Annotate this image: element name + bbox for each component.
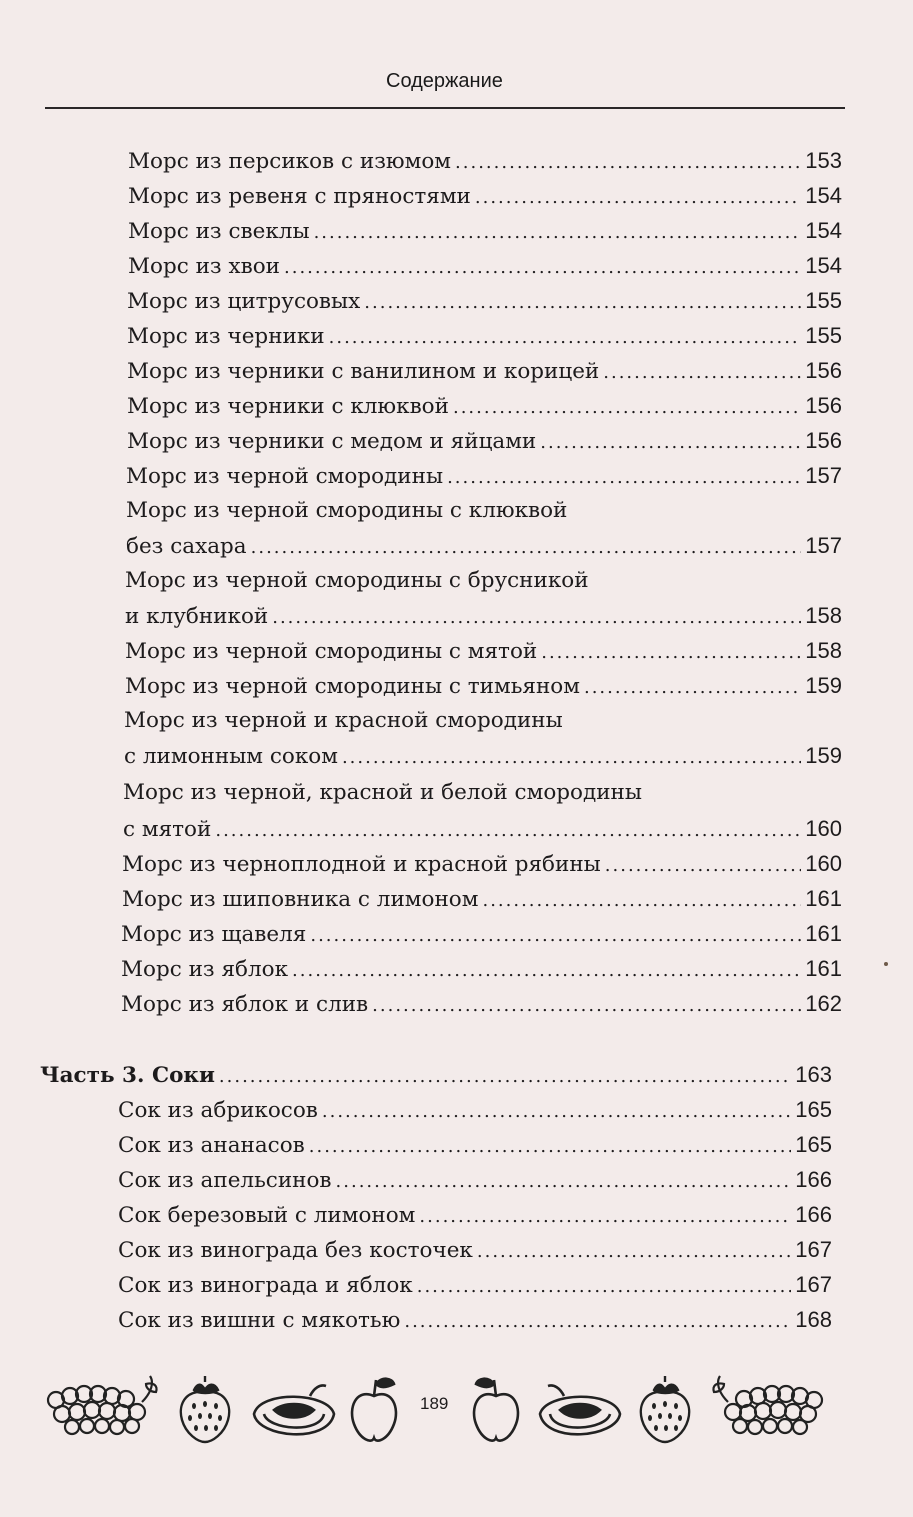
toc-entry-page: 167	[795, 1272, 832, 1297]
toc-entry-page: 159	[805, 743, 842, 768]
dot-leader	[447, 465, 801, 491]
toc-entry-page: 154	[805, 253, 842, 278]
toc-entry-title: Сок из винограда и яблок	[118, 1273, 413, 1298]
toc-entry-title: Морс из черники с клюквой	[127, 394, 449, 419]
toc-entry-page: 156	[805, 393, 842, 418]
toc-entry-title-line1[interactable]	[124, 708, 563, 734]
toc-entry[interactable]	[123, 816, 842, 844]
dot-leader	[336, 1169, 792, 1195]
dot-leader	[453, 395, 801, 421]
paper-speck	[884, 962, 888, 966]
toc-entry-title-line1[interactable]	[123, 780, 642, 806]
dot-leader	[482, 888, 801, 914]
dot-leader	[584, 675, 801, 701]
dot-leader	[342, 745, 801, 771]
dot-leader	[292, 958, 801, 984]
toc-entry-page: 157	[805, 533, 842, 558]
toc-entry-title: Морс из черной смородины с тимьяном	[125, 674, 580, 699]
toc-entry-title: Морс из щавеля	[121, 922, 307, 947]
toc-entry-title-cont: без сахара	[126, 534, 247, 559]
toc-entry-page: 154	[805, 183, 842, 208]
toc-entry[interactable]	[121, 956, 842, 984]
toc-part-heading[interactable]	[40, 1062, 832, 1090]
apple-icon	[468, 1374, 524, 1446]
toc-entry[interactable]	[122, 851, 842, 879]
toc-entry-title: Морс из черноплодной и красной рябины	[122, 852, 601, 877]
toc-entry-title-cont: с лимонным соком	[124, 744, 338, 769]
toc-entry[interactable]	[122, 886, 842, 914]
toc-entry-page: 168	[795, 1307, 832, 1332]
toc-entry-page: 166	[795, 1167, 832, 1192]
dot-leader	[322, 1099, 791, 1125]
melon-slice-icon	[248, 1380, 340, 1446]
toc-entry-title: Сок из винограда без косточек	[118, 1238, 473, 1263]
dot-leader	[272, 605, 801, 631]
toc-entry-page: 155	[805, 288, 842, 313]
dot-leader	[284, 255, 801, 281]
toc-entry[interactable]	[128, 253, 842, 281]
toc-entry-page: 165	[795, 1132, 832, 1157]
toc-entry-title-line1[interactable]	[125, 568, 589, 594]
toc-entry[interactable]	[124, 743, 842, 771]
toc-entry-title: Сок из апельсинов	[118, 1168, 332, 1193]
dot-leader	[215, 818, 801, 844]
toc-entry-page: 167	[795, 1237, 832, 1262]
toc-entry[interactable]	[118, 1167, 832, 1195]
running-head: Содержание	[386, 70, 503, 92]
toc-entry[interactable]	[121, 921, 842, 949]
toc-entry[interactable]	[127, 393, 842, 421]
toc-entry-title: Морс из черной, красной и белой смородины	[123, 780, 642, 805]
dot-leader	[372, 993, 801, 1019]
dot-leader	[219, 1064, 791, 1090]
toc-entry[interactable]	[126, 533, 842, 561]
toc-entry[interactable]	[127, 358, 842, 386]
toc-entry-page: 153	[805, 148, 842, 173]
toc-entry-title: Морс из шиповника с лимоном	[122, 887, 479, 912]
toc-entry-title-line1[interactable]	[126, 498, 567, 524]
toc-entry[interactable]	[127, 428, 842, 456]
toc-entry-title: Морс из черники с медом и яйцами	[127, 429, 537, 454]
toc-entry-title: Морс из цитрусовых	[127, 289, 361, 314]
toc-entry-page: 156	[805, 358, 842, 383]
grapes-icon	[708, 1372, 832, 1442]
toc-entry-page: 158	[805, 638, 842, 663]
toc-entry-title: Морс из черной смородины	[126, 464, 444, 489]
toc-entry-page: 162	[805, 991, 842, 1016]
toc-entry-title: Морс из яблок	[121, 957, 289, 982]
dot-leader	[540, 430, 801, 456]
toc-entry-title: Морс из черной смородины с мятой	[125, 639, 538, 664]
toc-entry[interactable]	[118, 1132, 832, 1160]
toc-entry-title: Морс из черники	[127, 324, 325, 349]
toc-entry[interactable]	[118, 1202, 832, 1230]
toc-entry-title: Сок из ананасов	[118, 1133, 305, 1158]
toc-entry[interactable]	[125, 638, 842, 666]
toc-entry[interactable]	[125, 603, 842, 631]
dot-leader	[541, 640, 801, 666]
toc-entry[interactable]	[125, 673, 842, 701]
strawberry-icon	[632, 1376, 698, 1446]
toc-entry-page: 160	[805, 851, 842, 876]
dot-leader	[603, 360, 801, 386]
toc-entry-title: Морс из черники с ванилином и корицей	[127, 359, 600, 384]
toc-entry-page: 158	[805, 603, 842, 628]
toc-entry[interactable]	[118, 1307, 832, 1335]
toc-entry-page: 161	[805, 886, 842, 911]
toc-entry-title: Сок из вишни с мякотью	[118, 1308, 401, 1333]
toc-entry[interactable]	[126, 463, 842, 491]
toc-entry-title: Морс из черной смородины с клюквой	[126, 498, 568, 523]
dot-leader	[477, 1239, 791, 1265]
toc-entry[interactable]	[121, 991, 842, 1019]
grapes-icon	[42, 1372, 162, 1442]
toc-entry[interactable]	[118, 1097, 832, 1125]
dot-leader	[329, 325, 802, 351]
melon-slice-icon	[534, 1380, 626, 1446]
dot-leader	[309, 1134, 792, 1160]
toc-entry-title: Морс из черной и красной смородины	[124, 708, 563, 733]
dot-leader	[605, 853, 802, 879]
toc-part-title: Часть 3. Соки	[40, 1063, 215, 1088]
toc-entry-title-cont: с мятой	[123, 817, 212, 842]
toc-entry-title: Морс из ревеня с пряностями	[128, 184, 471, 209]
dot-leader	[251, 535, 802, 561]
toc-entry-title: Сок березовый с лимоном	[118, 1203, 416, 1228]
dot-leader	[404, 1309, 791, 1335]
strawberry-icon	[172, 1376, 238, 1446]
toc-entry-title-cont: и клубникой	[125, 604, 269, 629]
dot-leader	[417, 1274, 792, 1300]
dot-leader	[310, 923, 801, 949]
toc-entry-page: 157	[805, 463, 842, 488]
dot-leader	[419, 1204, 791, 1230]
toc-entry-page: 161	[805, 921, 842, 946]
toc-part-page: 163	[795, 1062, 832, 1087]
toc-entry[interactable]	[118, 1272, 832, 1300]
toc-entry-page: 159	[805, 673, 842, 698]
toc-entry[interactable]	[118, 1237, 832, 1265]
toc-entry-title: Сок из абрикосов	[118, 1098, 318, 1123]
dot-leader	[314, 220, 802, 246]
toc-entry-page: 165	[795, 1097, 832, 1122]
toc-entry-page: 166	[795, 1202, 832, 1227]
toc-entry-page: 161	[805, 956, 842, 981]
toc-entry-title: Морс из свеклы	[128, 219, 310, 244]
page-number: 189	[420, 1394, 449, 1413]
apple-icon	[346, 1374, 402, 1446]
dot-leader	[455, 150, 801, 176]
toc-entry-page: 160	[805, 816, 842, 841]
toc-entry[interactable]	[128, 218, 842, 246]
toc-entry[interactable]	[128, 183, 842, 211]
toc-entry-title: Морс из яблок и слив	[121, 992, 369, 1017]
toc-entry-page: 154	[805, 218, 842, 243]
toc-entry[interactable]	[127, 288, 842, 316]
toc-entry[interactable]	[127, 323, 842, 351]
toc-entry-page: 155	[805, 323, 842, 348]
toc-entry[interactable]	[128, 148, 842, 176]
dot-leader	[475, 185, 801, 211]
toc-entry-title: Морс из хвои	[128, 254, 280, 279]
toc-entry-page: 156	[805, 428, 842, 453]
toc-entry-title: Морс из черной смородины с брусникой	[125, 568, 589, 593]
header-rule	[45, 107, 845, 109]
toc-entry-title: Морс из персиков с изюмом	[128, 149, 452, 174]
dot-leader	[364, 290, 801, 316]
